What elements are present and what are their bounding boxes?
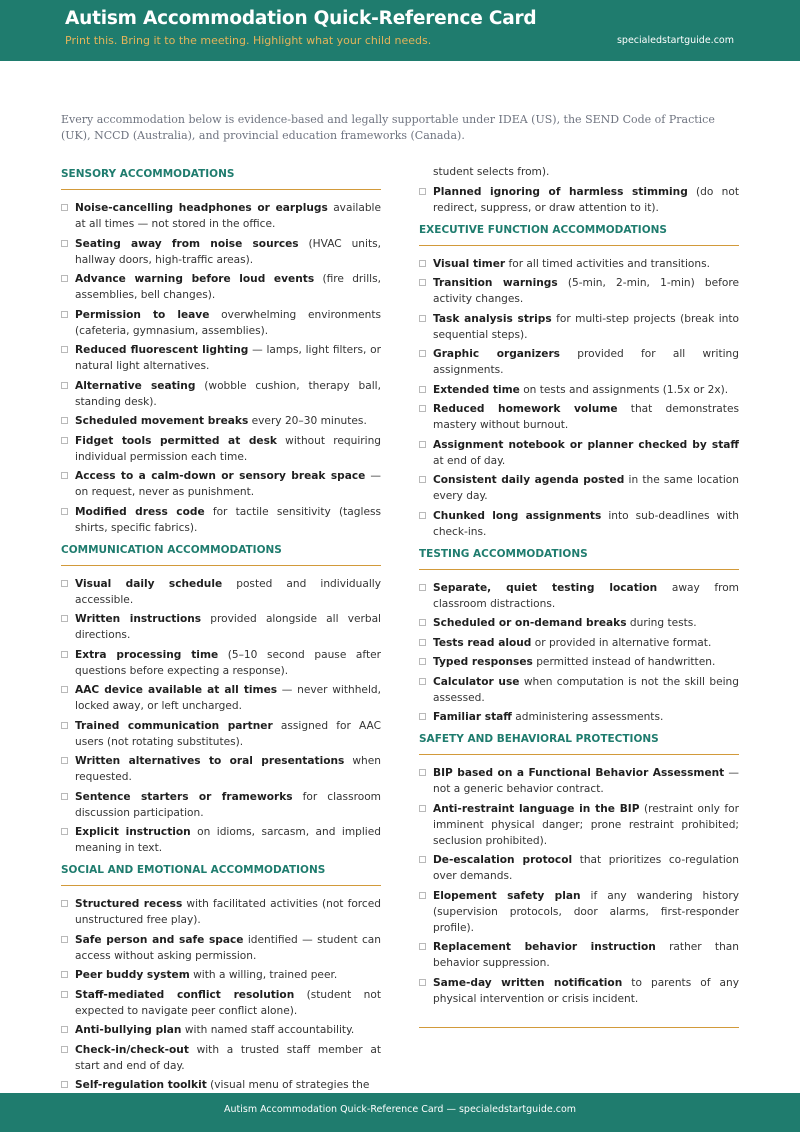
- section-social-and-emotional-accommodations: [61, 860, 381, 1093]
- item-description: when computation is not the skill being assessed.: [433, 675, 739, 704]
- item-description: (restraint only for imminent physical danger; prone restraint prohibited; seclusion prohibited).: [433, 802, 739, 847]
- checkbox-icon[interactable]: [419, 584, 426, 591]
- checkbox-icon[interactable]: [61, 722, 68, 729]
- checkbox-icon[interactable]: [419, 315, 426, 322]
- checkbox-icon[interactable]: [61, 971, 68, 978]
- item-label: Tests read aloud: [433, 636, 532, 649]
- checklist-item: [61, 1042, 381, 1074]
- checklist-item: [419, 635, 739, 651]
- item-description: away from classroom distractions.: [433, 581, 739, 610]
- checklist-item: [419, 654, 739, 670]
- checkbox-icon[interactable]: [419, 350, 426, 357]
- item-description: at end of day.: [433, 454, 506, 467]
- item-label: Advance warning before loud events: [75, 273, 315, 285]
- item-label: Trained communication partner: [75, 719, 273, 732]
- checklist-item: [419, 401, 739, 433]
- item-label: Explicit instruction: [75, 826, 191, 838]
- checkbox-icon[interactable]: [61, 936, 68, 943]
- item-label: Sentence starters or frameworks: [75, 790, 293, 803]
- checklist-item: [61, 342, 381, 374]
- checkbox-icon[interactable]: [61, 757, 68, 764]
- item-label: BIP based on a Functional Behavior Assessment: [433, 767, 725, 779]
- section-heading: EXECUTIVE FUNCTION ACCOMMODATIONS: [419, 220, 739, 246]
- item-description: provided for all writing assignments.: [433, 348, 739, 376]
- item-label: Extra processing time: [75, 648, 219, 661]
- section-testing-accommodations: [419, 544, 739, 726]
- footer: Autism Accommodation Quick-Reference Card — specialedstartguide.com: [0, 1093, 800, 1132]
- checklist-item: [419, 508, 739, 540]
- item-label: Safe person and safe space: [75, 933, 244, 946]
- item-description: or provided in alternative format.: [531, 636, 712, 649]
- item-label: Familiar staff: [433, 711, 512, 723]
- item-label: Same-day written notification: [433, 976, 623, 989]
- checkbox-icon[interactable]: [61, 651, 68, 658]
- item-description: provided alongside all verbal directions.: [75, 613, 382, 641]
- checklist-item: [61, 504, 381, 536]
- item-label: Fidget tools permitted at desk: [75, 434, 277, 447]
- checklist-item: [61, 200, 381, 232]
- item-label: Extended time: [433, 383, 520, 396]
- item-description: posted and individually accessible.: [75, 577, 381, 606]
- checklist-item: [61, 647, 381, 679]
- checklist-item: [61, 1077, 381, 1093]
- checkbox-icon[interactable]: [419, 805, 426, 812]
- item-description: (fire drills, assemblies, bell changes).: [75, 273, 381, 301]
- item-description: in the same location every day.: [433, 474, 739, 502]
- checkbox-icon[interactable]: [61, 311, 68, 318]
- item-description: — on request, never as punishment.: [75, 470, 381, 498]
- header-banner: [0, 0, 800, 61]
- item-label: Visual daily schedule: [75, 577, 223, 590]
- item-label: Self-regulation toolkit: [75, 1079, 207, 1091]
- item-description: with a trusted staff member at start and end of day.: [75, 1043, 381, 1072]
- item-label: Calculator use: [433, 675, 520, 688]
- item-label: Permission to leave: [75, 308, 210, 321]
- item-label: Transition warnings: [433, 277, 558, 289]
- item-label: Written alternatives to oral presentations: [75, 755, 345, 767]
- item-description: into sub-deadlines with check-ins.: [433, 509, 739, 538]
- checklist-item: [419, 801, 739, 849]
- checkbox-icon[interactable]: [419, 856, 426, 863]
- item-label: Task analysis strips: [433, 312, 552, 325]
- checkbox-icon[interactable]: [61, 275, 68, 282]
- checklist-item: [419, 674, 739, 706]
- checklist-item: [61, 1022, 381, 1038]
- item-description: if any wandering history (supervision protocols, door alarms, first-responder profile).: [433, 889, 739, 934]
- item-label: Consistent daily agenda posted: [433, 474, 625, 486]
- continued-text: student selects from).: [433, 166, 550, 178]
- checklist-item: [61, 967, 381, 983]
- item-label: Check-in/check-out: [75, 1043, 189, 1056]
- checklist-item: [419, 311, 739, 343]
- checkbox-icon[interactable]: [61, 793, 68, 800]
- checklist-item: [61, 378, 381, 410]
- checkbox-icon[interactable]: [419, 713, 426, 720]
- checkbox-icon[interactable]: [61, 828, 68, 835]
- checklist-item: [61, 987, 381, 1019]
- section-heading: TESTING ACCOMMODATIONS: [419, 544, 739, 570]
- checklist-item: [419, 975, 739, 1007]
- item-label: Staff-mediated conflict resolution: [75, 988, 295, 1001]
- section-communication-accommodations: [61, 540, 381, 857]
- checkbox-icon[interactable]: [61, 437, 68, 444]
- checklist-item: [419, 615, 739, 631]
- checklist-item: [61, 413, 381, 429]
- item-description: — not a generic behavior contract.: [433, 767, 739, 795]
- item-label: Chunked long assignments: [433, 509, 602, 522]
- checkbox-icon[interactable]: [419, 260, 426, 267]
- item-label: Alternative seating: [75, 379, 196, 392]
- item-label: Written instructions: [75, 613, 202, 625]
- item-description: with a willing, trained peer.: [189, 969, 338, 981]
- checklist-item: [419, 580, 739, 612]
- checkbox-icon[interactable]: [419, 979, 426, 986]
- section-continued: [419, 184, 739, 216]
- item-description: that demonstrates mastery without burnout.: [433, 403, 739, 431]
- section-sensory-accommodations: [61, 164, 381, 536]
- end-divider: [419, 1027, 739, 1028]
- checkbox-icon[interactable]: [61, 900, 68, 907]
- intro-paragraph: Every accommodation below is evidence-based and legally supportable under IDEA (US), the SEND Code of Practice (UK), NCCD (Australia), and provincial education frameworks (Canada).: [61, 113, 715, 142]
- checkbox-icon[interactable]: [419, 943, 426, 950]
- right-column: [419, 164, 739, 1028]
- checkbox-icon[interactable]: [61, 1026, 68, 1033]
- item-label: Assignment notebook or planner checked by staff: [433, 438, 739, 451]
- item-label: Anti-bullying plan: [75, 1024, 182, 1036]
- item-label: Planned ignoring of harmless stimming: [433, 185, 688, 198]
- checkbox-icon[interactable]: [419, 892, 426, 899]
- checkbox-icon[interactable]: [419, 279, 426, 286]
- checklist-item: [61, 932, 381, 964]
- checkbox-icon[interactable]: [419, 441, 426, 448]
- checklist-item: [61, 753, 381, 785]
- section-heading: COMMUNICATION ACCOMMODATIONS: [61, 540, 381, 566]
- checklist-item: [419, 184, 739, 216]
- item-description: that prioritizes co-regulation over demands.: [433, 854, 739, 882]
- item-description: with facilitated activities (not forced unstructured free play).: [75, 898, 381, 926]
- checklist-item: [61, 433, 381, 465]
- left-column: [61, 164, 381, 1097]
- checklist-item: [419, 765, 739, 797]
- checkbox-icon[interactable]: [61, 991, 68, 998]
- item-description: on tests and assignments (1.5x or 2x).: [519, 383, 729, 396]
- checklist-item: [419, 709, 739, 725]
- checkbox-icon[interactable]: [61, 417, 68, 424]
- checklist-item: [61, 236, 381, 268]
- checklist-item: [419, 275, 739, 307]
- item-description: (HVAC units, hallway doors, high-traffic areas).: [75, 237, 381, 266]
- checkbox-icon[interactable]: [61, 346, 68, 353]
- checkbox-icon[interactable]: [419, 512, 426, 519]
- item-label: Modified dress code: [75, 505, 205, 518]
- checklist-item: [61, 789, 381, 821]
- item-label: Peer buddy system: [75, 969, 190, 981]
- item-label: Scheduled or on-demand breaks: [433, 617, 627, 629]
- checkbox-icon[interactable]: [419, 639, 426, 646]
- item-description: during tests.: [626, 617, 697, 629]
- item-description: for classroom discussion participation.: [75, 790, 381, 819]
- item-description: (5–10 second pause after questions before expecting a response).: [75, 648, 381, 677]
- checkbox-icon[interactable]: [419, 678, 426, 685]
- section-heading: SAFETY AND BEHAVIORAL PROTECTIONS: [419, 729, 739, 755]
- section-heading: SENSORY ACCOMMODATIONS: [61, 164, 381, 190]
- item-description: administering assessments.: [511, 711, 664, 723]
- checklist-item: [61, 271, 381, 303]
- item-description: for tactile sensitivity (tagless shirts, specific fabrics).: [75, 505, 381, 534]
- checkbox-icon[interactable]: [61, 1046, 68, 1053]
- item-label: Elopement safety plan: [433, 889, 581, 902]
- item-label: AAC device available at all times: [75, 684, 278, 696]
- item-label: Visual timer: [433, 257, 506, 270]
- checkbox-icon[interactable]: [419, 405, 426, 412]
- checkbox-icon[interactable]: [61, 615, 68, 622]
- item-label: Seating away from noise sources: [75, 237, 299, 250]
- item-description: assigned for AAC users (not rotating substitutes).: [75, 719, 381, 748]
- item-description: (visual menu of strategies the: [206, 1079, 370, 1091]
- checkbox-icon[interactable]: [419, 386, 426, 393]
- item-label: Graphic organizers: [433, 348, 560, 360]
- checkbox-icon[interactable]: [61, 580, 68, 587]
- item-description: for multi-step projects (break into sequential steps).: [433, 312, 740, 341]
- item-label: Anti-restraint language in the BIP: [433, 802, 640, 815]
- item-label: Access to a calm-down or sensory break space: [75, 470, 366, 482]
- checkbox-icon[interactable]: [61, 204, 68, 211]
- checklist-item: [61, 576, 381, 608]
- checkbox-icon[interactable]: [61, 1081, 68, 1088]
- checklist-item: [419, 256, 739, 272]
- checklist-item: [419, 437, 739, 469]
- checklist-item: [61, 307, 381, 339]
- checklist-item: [61, 896, 381, 928]
- tagline: Print this. Bring it to the meeting. Highlight what your child needs.: [65, 34, 432, 47]
- item-description: (do not redirect, suppress, or draw attention to it).: [433, 185, 739, 214]
- site-url[interactable]: specialedstartguide.com: [616, 35, 734, 46]
- section-executive-function-accommodations: [419, 220, 739, 540]
- section-safety-and-behavioral-protections: [419, 729, 739, 1007]
- item-label: Replacement behavior instruction: [433, 941, 656, 953]
- checklist-item: [419, 939, 739, 971]
- item-description: to parents of any physical intervention or crisis incident.: [433, 976, 739, 1005]
- checkbox-icon[interactable]: [61, 472, 68, 479]
- item-description: — never withheld, locked away, or left uncharged.: [75, 684, 381, 712]
- item-description: with named staff accountability.: [181, 1024, 355, 1036]
- checkbox-icon[interactable]: [61, 686, 68, 693]
- item-description: when requested.: [75, 755, 381, 783]
- checklist-item: [419, 346, 739, 378]
- item-description: for all timed activities and transitions.: [505, 257, 710, 270]
- checkbox-icon[interactable]: [61, 508, 68, 515]
- checklist-item: [61, 611, 381, 643]
- item-label: Separate, quiet testing location: [433, 581, 658, 594]
- checklist-item: [419, 852, 739, 884]
- item-label: Structured recess: [75, 898, 183, 910]
- item-description: every 20–30 minutes.: [248, 415, 367, 427]
- item-description: permitted instead of handwritten.: [532, 656, 716, 668]
- section-heading: SOCIAL AND EMOTIONAL ACCOMMODATIONS: [61, 860, 381, 886]
- item-description: on idioms, sarcasm, and implied meaning in text.: [75, 826, 381, 854]
- item-label: Reduced homework volume: [433, 403, 618, 415]
- checklist-item: [61, 718, 381, 750]
- checkbox-icon[interactable]: [419, 188, 426, 195]
- checklist-item: [419, 382, 739, 398]
- item-label: Typed responses: [433, 656, 533, 668]
- checklist-item: [61, 468, 381, 500]
- item-label: Noise-cancelling headphones or earplugs: [75, 202, 328, 214]
- checkbox-icon[interactable]: [419, 769, 426, 776]
- checkbox-icon[interactable]: [419, 619, 426, 626]
- checklist-item: [419, 888, 739, 936]
- item-label: Reduced fluorescent lighting: [75, 344, 249, 356]
- checkbox-icon[interactable]: [61, 382, 68, 389]
- page-title: Autism Accommodation Quick-Reference Card: [65, 8, 537, 29]
- item-description: (wobble cushion, therapy ball, standing desk).: [75, 379, 381, 408]
- item-description: (student not expected to navigate peer conflict alone).: [75, 988, 381, 1017]
- item-description: rather than behavior suppression.: [433, 941, 739, 969]
- item-description: available at all times — not stored in the office.: [75, 202, 382, 230]
- item-description: overwhelming environments (cafeteria, gymnasium, assemblies).: [75, 308, 381, 337]
- item-label: De-escalation protocol: [433, 854, 573, 866]
- item-description: without requiring individual permission each time.: [75, 434, 382, 463]
- item-description: identified — student can access without asking permission.: [75, 933, 381, 962]
- checklist-item: [61, 682, 381, 714]
- checkbox-icon[interactable]: [419, 476, 426, 483]
- checkbox-icon[interactable]: [419, 658, 426, 665]
- checkbox-icon[interactable]: [61, 240, 68, 247]
- item-label: Scheduled movement breaks: [75, 415, 249, 427]
- item-description: — lamps, light filters, or natural light alternatives.: [75, 344, 381, 372]
- checklist-item: [61, 824, 381, 856]
- checklist-item: [419, 472, 739, 504]
- item-description: (5-min, 2-min, 1-min) before activity changes.: [433, 277, 739, 305]
